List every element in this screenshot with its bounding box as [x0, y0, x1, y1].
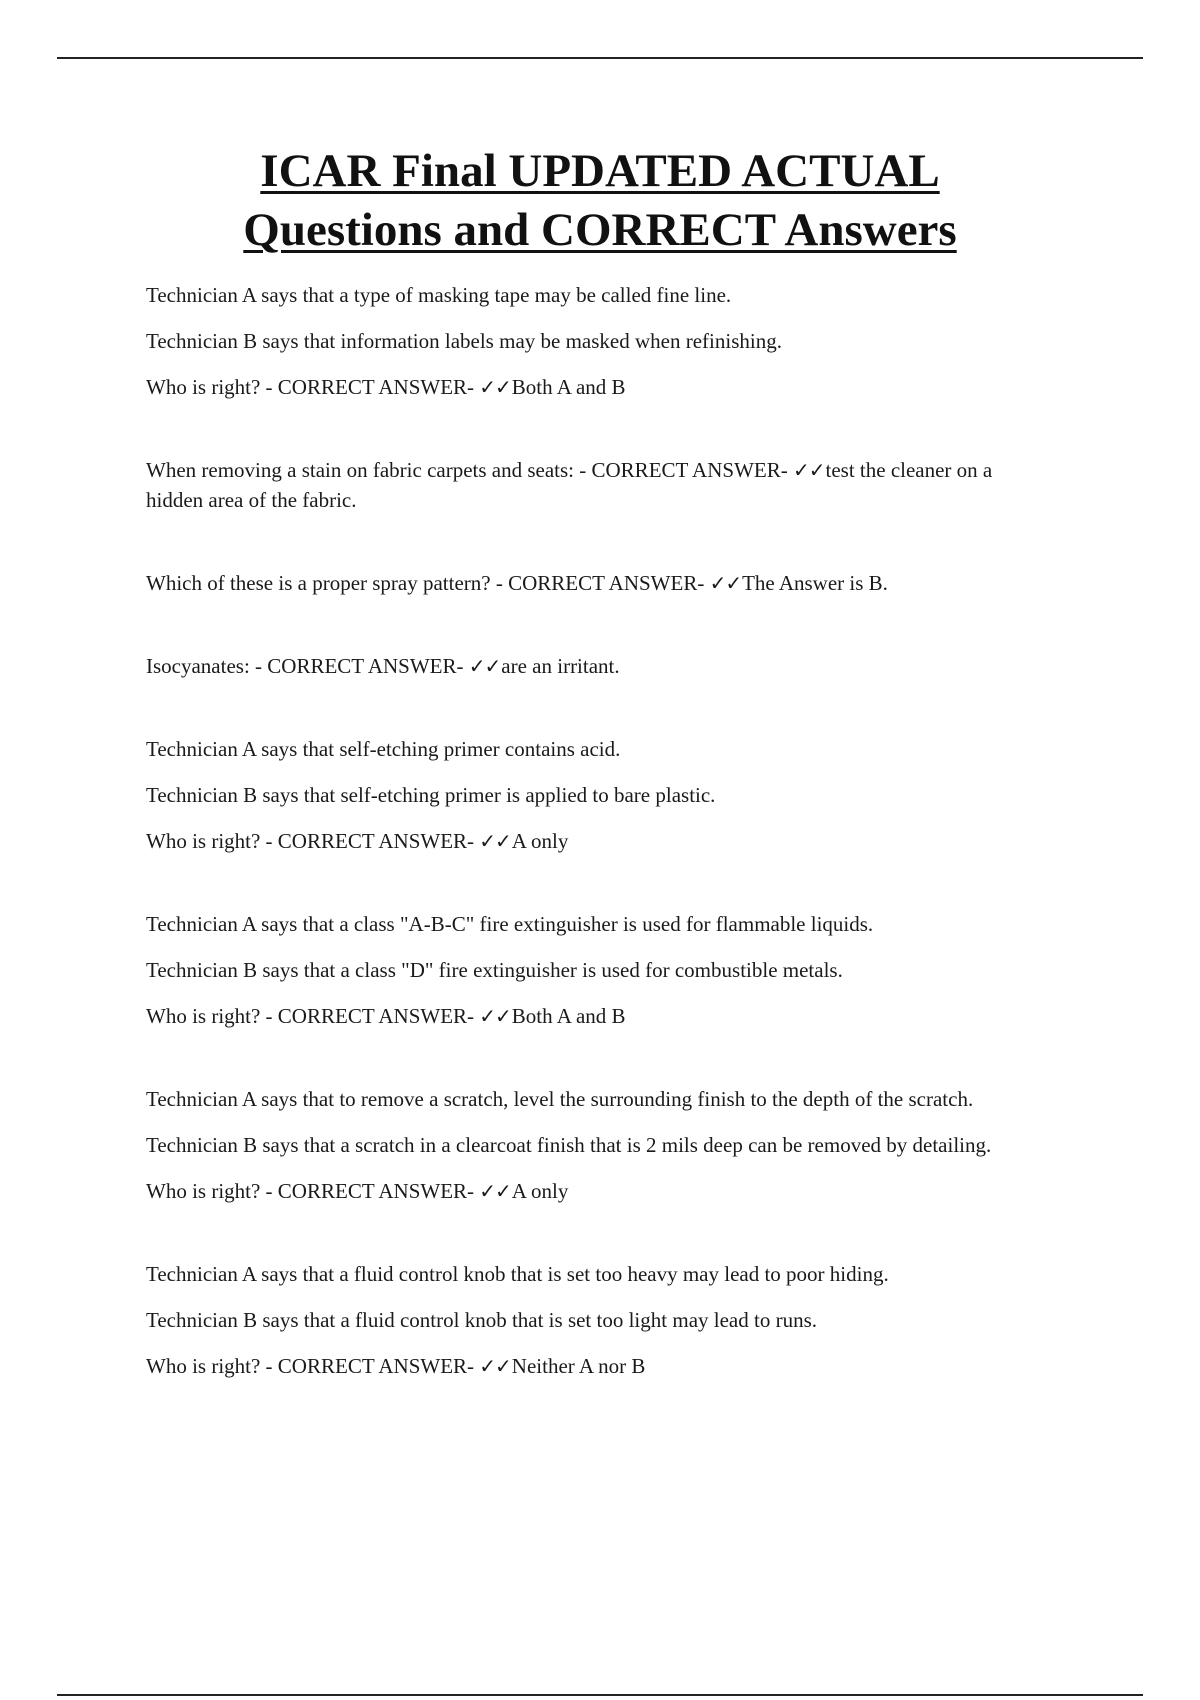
question-with-answer: [146, 568, 1046, 598]
question-with-answer: [146, 455, 1046, 515]
double-check-icon: ✓✓: [709, 571, 742, 595]
correct-answer-text: test the cleaner on a hidden area of the fabric.: [146, 458, 993, 512]
question-text: Technician B says that self-etching primer is applied to bare plastic.: [146, 783, 716, 807]
question-text: Who is right? - CORRECT ANSWER-: [146, 1354, 480, 1378]
top-rule: [57, 57, 1143, 59]
question-line: [146, 780, 1046, 810]
double-check-icon: ✓✓: [479, 1004, 511, 1028]
question-text: Who is right? - CORRECT ANSWER-: [146, 829, 480, 853]
question-text: Who is right? - CORRECT ANSWER-: [146, 375, 480, 399]
question-line: [146, 955, 1046, 985]
qa-block: [146, 651, 1046, 681]
question-text: Technician A says that self-etching primer contains acid.: [146, 737, 621, 761]
question-text: Technician B says that a class "D" fire extinguisher is used for combustible metals.: [146, 958, 843, 982]
qa-list: [146, 280, 1046, 1381]
correct-answer-text: A only: [511, 1179, 569, 1203]
qa-block: [146, 1259, 1046, 1381]
question-line: [146, 734, 1046, 764]
question-with-answer: [146, 1001, 1046, 1031]
question-text: Technician A says that a fluid control knob that is set too heavy may lead to poor hiding.: [146, 1262, 889, 1286]
question-text: When removing a stain on fabric carpets and seats: - CORRECT ANSWER-: [146, 458, 793, 482]
double-check-icon: ✓✓: [479, 1354, 511, 1378]
correct-answer-text: Both A and B: [511, 375, 626, 399]
question-line: [146, 1305, 1046, 1335]
question-text: Technician B says that a fluid control knob that is set too light may lead to runs.: [146, 1308, 817, 1332]
correct-answer-text: A only: [511, 829, 569, 853]
double-check-icon: ✓✓: [479, 375, 511, 399]
question-text: Technician B says that a scratch in a clearcoat finish that is 2 mils deep can be removed by detailing.: [146, 1133, 992, 1157]
question-text: Which of these is a proper spray pattern? - CORRECT ANSWER-: [146, 571, 710, 595]
question-line: [146, 1259, 1046, 1289]
qa-block: [146, 734, 1046, 856]
question-text: Isocyanates: - CORRECT ANSWER-: [146, 654, 469, 678]
document-title-line-1: ICAR Final UPDATED ACTUAL: [260, 145, 940, 197]
double-check-icon: ✓✓: [479, 829, 511, 853]
double-check-icon: ✓✓: [792, 458, 825, 482]
question-with-answer: [146, 1351, 1046, 1381]
question-text: Technician A says that to remove a scratch, level the surrounding finish to the depth of the scratch.: [146, 1087, 974, 1111]
qa-block: [146, 1084, 1046, 1206]
question-line: [146, 280, 1046, 310]
correct-answer-text: Neither A nor B: [511, 1354, 646, 1378]
question-line: [146, 909, 1046, 939]
qa-block: [146, 280, 1046, 402]
question-with-answer: [146, 372, 1046, 402]
question-with-answer: [146, 1176, 1046, 1206]
question-text: Who is right? - CORRECT ANSWER-: [146, 1004, 480, 1028]
bottom-rule: [57, 1694, 1143, 1696]
question-text: Technician A says that a type of masking tape may be called fine line.: [146, 283, 732, 307]
question-line: [146, 1084, 1046, 1114]
question-with-answer: [146, 826, 1046, 856]
question-line: [146, 1130, 1046, 1160]
qa-block: [146, 909, 1046, 1031]
question-text: Who is right? - CORRECT ANSWER-: [146, 1179, 480, 1203]
correct-answer-text: Both A and B: [511, 1004, 626, 1028]
question-text: Technician A says that a class "A-B-C" fire extinguisher is used for flammable liquids.: [146, 912, 874, 936]
document-title: [57, 142, 1143, 260]
correct-answer-text: The Answer is B.: [742, 571, 888, 595]
question-text: Technician B says that information labels may be masked when refinishing.: [146, 329, 782, 353]
question-line: [146, 326, 1046, 356]
document-title-line-2: Questions and CORRECT Answers: [243, 204, 957, 256]
question-with-answer: [146, 651, 1046, 681]
double-check-icon: ✓✓: [479, 1179, 511, 1203]
double-check-icon: ✓✓: [468, 654, 501, 678]
qa-block: [146, 455, 1046, 515]
correct-answer-text: are an irritant.: [501, 654, 620, 678]
qa-block: [146, 568, 1046, 598]
